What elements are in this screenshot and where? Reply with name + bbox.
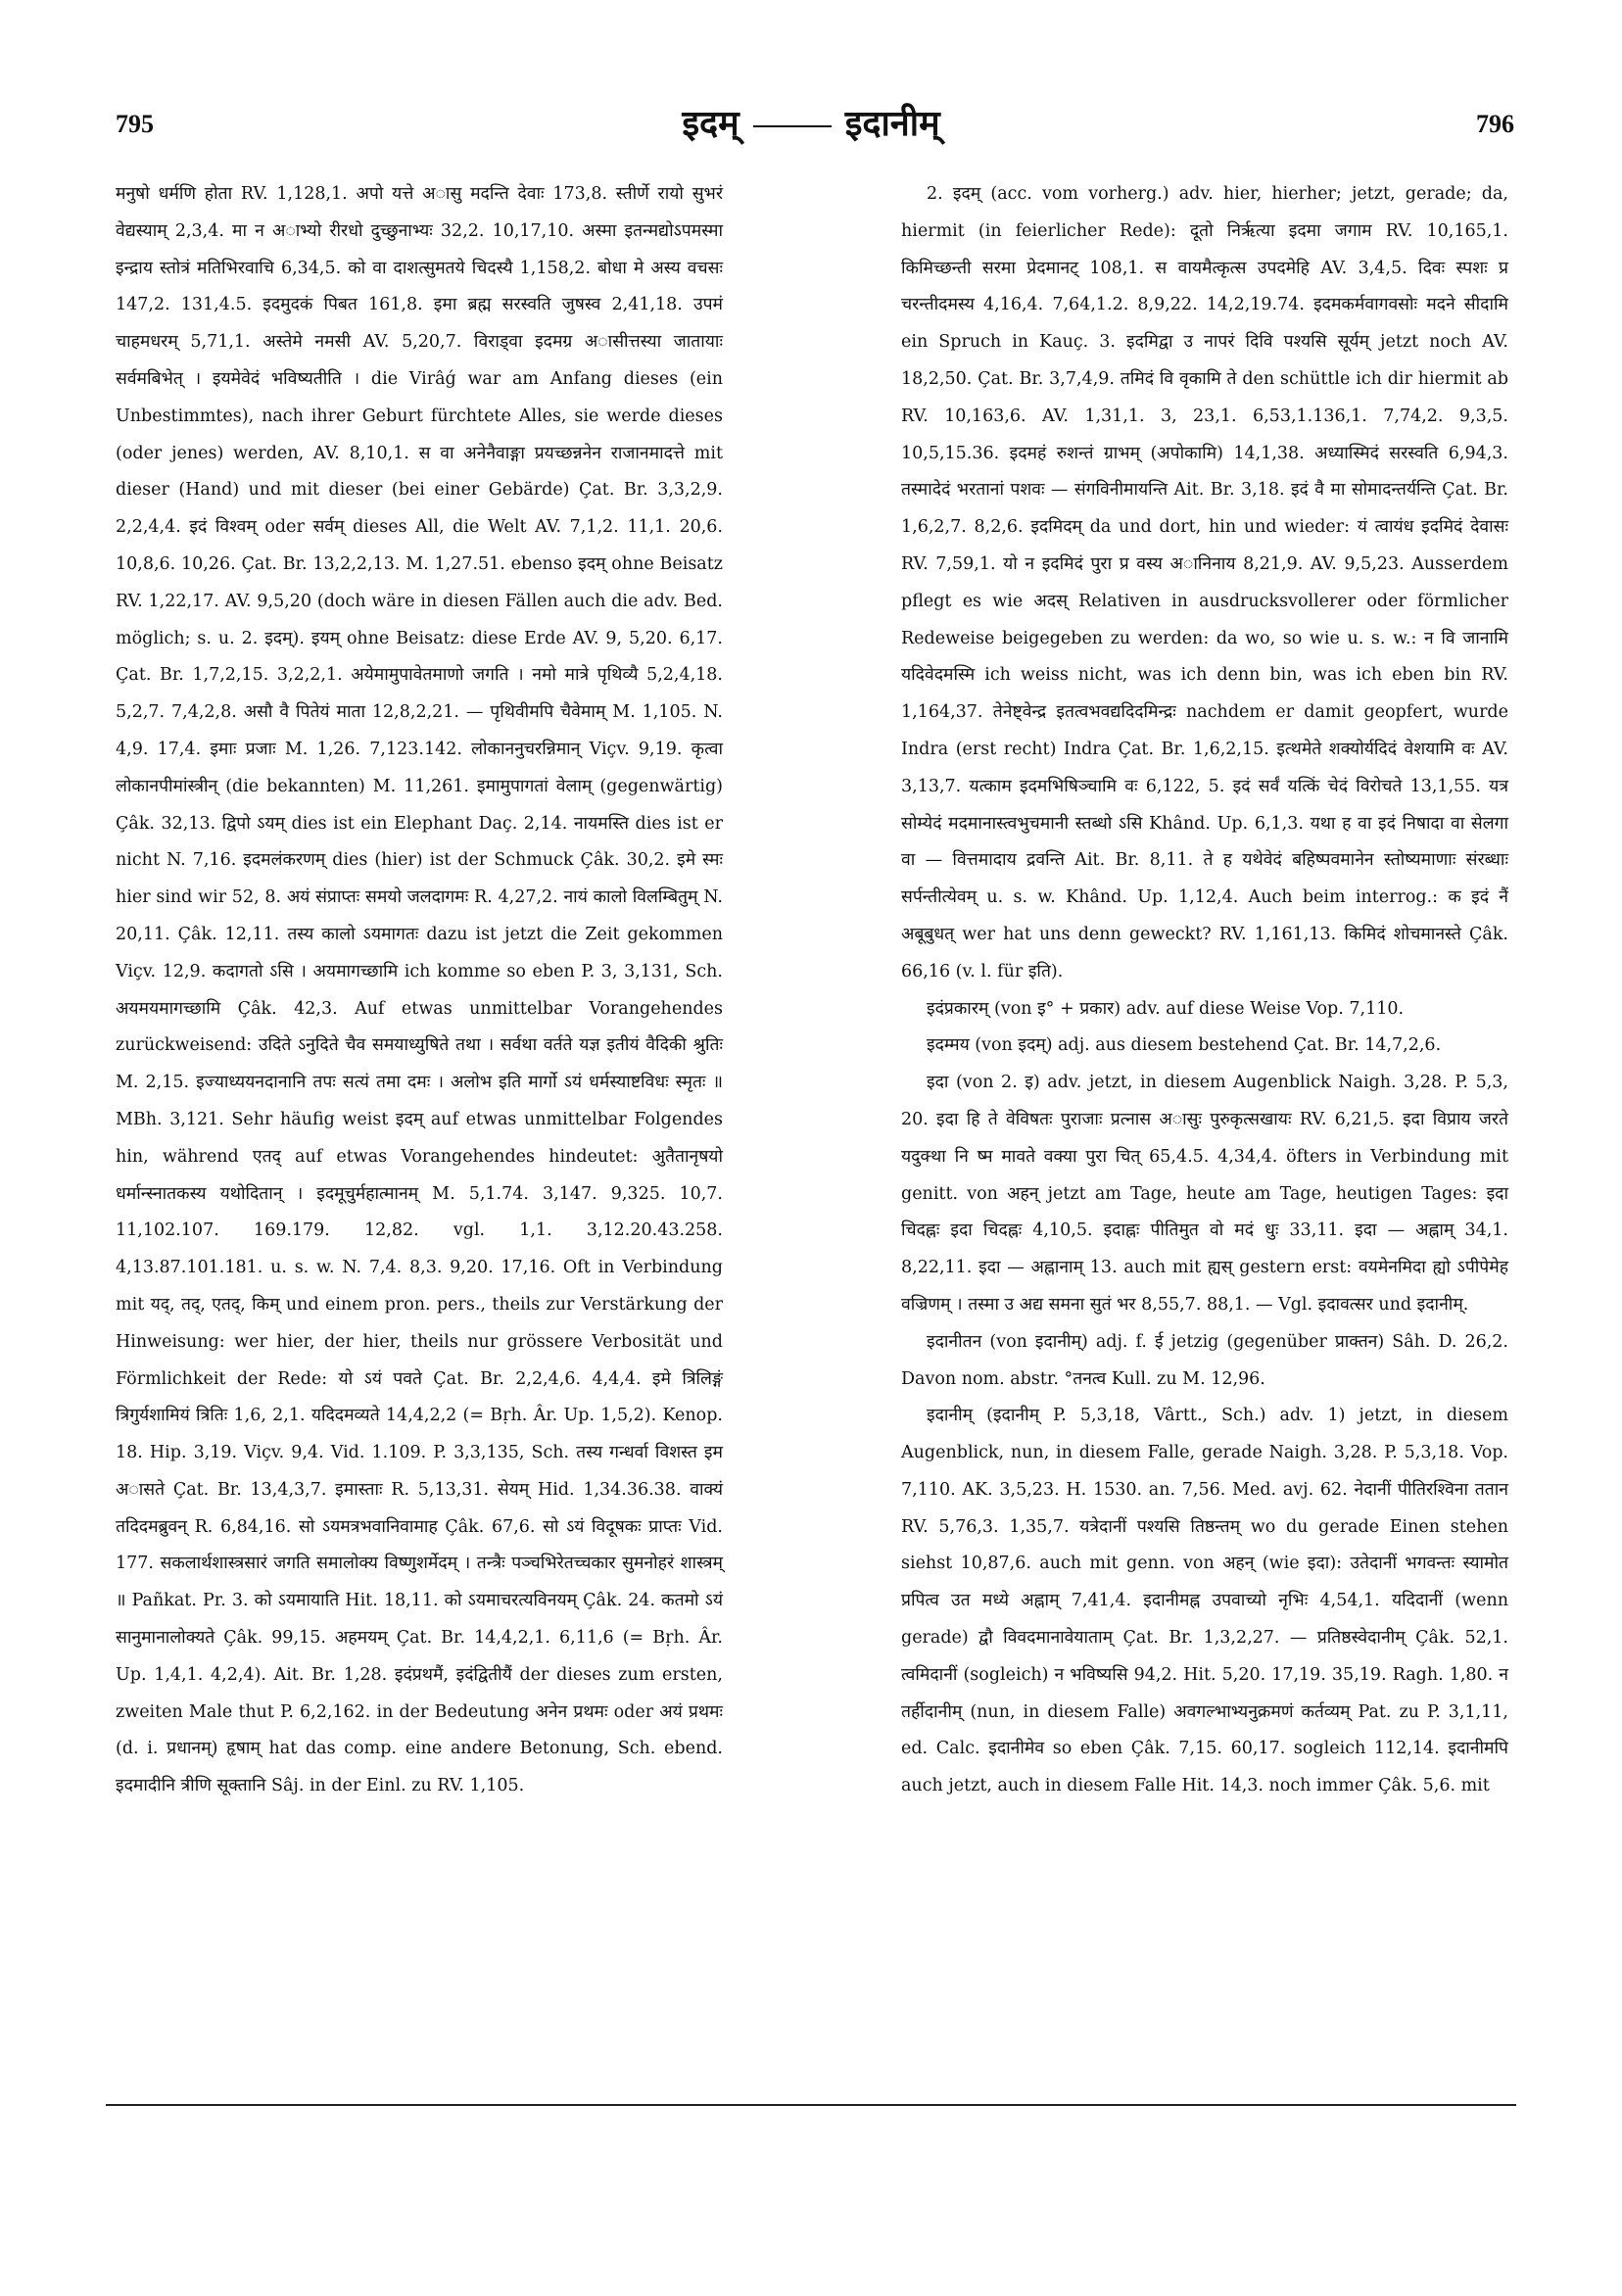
entry-idam-2: 2. इदम् (acc. vom vorherg.) adv. hier, hierher; jetzt, gerade; da, hiermit (in feierlicher Rede): दूतो निर्ऋत्या इदमा जगाम RV. 10,165,1. किमिच्छन्ती सरमा प्रेदमानट् 108,1. स वायमैत्कृत्स उपदमेहि AV. 3,4,5. दिवः स्पशः प्र चरन्तीदमस्य 4,16,4. 7,64,1.2. 8,9,22. 14,2,19.74. इदमकर्मवागवसोः मदने सीदामि ein Spruch in Kauç. 3. इदमिद्वा उ नापरं दिवि पश्यसि सूर्यम् jetzt noch AV. 18,2,50. Çat. Br. 3,7,4,9. तमिदं वि वृकामि ते den schüttle ich dir hiermit ab RV. 10,163,6. AV. 1,31,1. 3, 23,1. 6,53,1.136,1. 7,74,2. 9,3,5. 10,5,15.36. इदमहं रुशन्तं ग्राभम् (अपोकामि) 14,1,38. अध्यास्मिदं सरस्वति 6,94,3. तस्मादेदं भरतानां पशवः — संगविनीमायन्ति Ait. Br. 3,18. इदं वै मा सोमादन्तर्यन्ति Çat. Br. 1,6,2,7. 8,2,6. इदमिदम् da und dort, hin und wieder: यं त्वायंध इदमिदं देवासः RV. 7,59,1. यो न इदमिदं पुरा प्र वस्य अानिनाय 8,21,9. AV. 9,5,23. Ausserdem pflegt es wie अदस् Relativen in ausdrucksvollerer oder förmlicher Redeweise beigegeben zu werden: da wo, so wie u. s. w.: न वि जानामि यदिवेदमस्मि ich weiss nicht, was ich denn bin, was ich eben bin RV. 1,164,37. तेनेष्ट्वेन्द्र इतत्वभवद्यदिदमिन्द्रः nachdem er damit geopfert, wurde Indra (erst recht) Indra Çat. Br. 1,6,2,15. इत्थमेते शक्योर्यदिदं वेशयामि वः AV. 3,13,7. यत्काम इदमभिषिञ्चामि वः 6,122, 5. इदं सर्वं यत्किं चेदं विरोचते 13,1,55. यत्र सोम्येदं मदमानास्त्वभुचमानी स्तब्धो ऽसि Khând. Up. 6,1,3. यथा ह वा इदं निषादा वा सेलगा वा — वित्तमादाय द्रवन्ति Ait. Br. 8,11. ते ह यथेवेदं बहिष्पवमानेन स्तोष्यमाणाः संरब्धाः सर्पन्तीत्येवम् u. s. w. Khând. Up. 1,12,4. Auch beim interrog.: क इदं नैं अबूबुधत् wer hat uns denn geweckt? RV. 1,161,13. किमिदं शोचमानस्ते Çâk. 66,16 (v. l. für इति). <box>901 184 1508 981</box>
entry-idanitana: इदानीतन (von इदानीम्) adj. f. ई jetzig (gegenüber प्राक्तन) Sâh. D. 26,2. Davon nom. abstr. °तनत्व Kull. zu M. 12,96. <box>901 1331 1508 1389</box>
entry-paragraph: मनुषो धर्मणि होता RV. 1,128,1. अपो यत्ते अासु मदन्ति देवाः 173,8. स्तीर्णे रायो सुभरं वेद्यस्याम् 2,3,4. मा न अाभ्यो रीरधो दुच्छुनाभ्यः 32,2. 10,17,10. अस्मा इतन्मद्योऽपमस्मा इन्द्राय स्तोत्रं मतिभिरवाचि 6,34,5. को वा दाशत्सुमतये चिदस्यै 1,158,2. बोधा मे अस्य वचसः 147,2. 131,4.5. इदमुदकं पिबत 161,8. इमा ब्रह्म सरस्वति जुषस्व 2,41,18. उपमं चाहमधरम् 5,71,1. अस्तेमे नमसी AV. 5,20,7. विराड्वा इदमग्र अासीत्तस्या जातायाः सर्वमबिभेत् । इयमेवेदं भविष्यतीति । die Virâǵ war am Anfang dieses (ein Unbestimmtes), nach ihrer Geburt fürchtete Alles, sie werde dieses (oder jenes) werden, AV. 8,10,1. स वा अनेनैवाङ्गा प्रयच्छन्ननेन राजानमादत्ते mit dieser (Hand) und mit dieser (bei einer Gebärde) Çat. Br. 3,3,2,9. 2,2,4,4. इदं विश्वम् oder सर्वम् dieses All, die Welt AV. 7,1,2. 11,1. 20,6. 10,8,6. 10,26. Çat. Br. 13,2,2,13. M. 1,27.51. ebenso इदम् ohne Beisatz RV. 1,22,17. AV. 9,5,20 (doch wäre in diesen Fällen auch die adv. Bed. möglich; s. u. 2. इदम्). इयम् ohne Beisatz: diese Erde AV. 9, 5,20. 6,17. Çat. Br. 1,7,2,15. 3,2,2,1. अयेमामुपावेतमाणो जगति । नमो मात्रे पृथिव्यै 5,2,4,18. 5,2,7. 7,4,2,8. असौ वै पितेयं माता 12,8,2,21. — पृथिवीमपि चैवेमाम् M. 1,105. N. 4,9. 17,4. इमाः प्रजाः M. 1,26. 7,123.142. लोकाननुचरन्निमान् Viçv. 9,19. कृत्वा लोकानपीमांस्त्रीन् (die bekannten) M. 11,261. इमामुपागतां वेलाम् (gegenwärtig) Çâk. 32,13. द्विपो ऽयम् dies ist ein Elephant Daç. 2,14. नायमस्ति dies ist er nicht N. 7,16. इदमलंकरणम् dies (hier) ist der Schmuck Çâk. 30,2. इमे स्मः hier sind wir 52, 8. अयं संप्राप्तः समयो जलदागमः R. 4,27,2. नायं कालो विलम्बितुम् N. 20,11. Çâk. 12,11. तस्य कालो ऽयमागतः dazu ist jetzt die Zeit gekommen Viçv. 12,9. कदागतो ऽसि । अयमागच्छामि ich komme so eben P. 3, 3,131, Sch. अयमयमागच्छामि Çâk. 42,3. Auf etwas unmittelbar Vorangehendes zurückweisend: उदिते ऽनुदिते चैव समयाध्युषिते तथा । सर्वथा वर्तते यज्ञ इतीयं वैदिकी श्रुतिः M. 2,15. इज्याध्ययनदानानि तपः सत्यं तमा दमः । अलोभ इति मार्गो ऽयं धर्मस्याष्टविधः स्मृतः ॥ MBh. 3,121. Sehr häufig weist इदम् auf etwas unmittelbar Folgendes hin, während एतद् auf etwas Vorangehendes hindeutet: अुतैतानृषयो धर्मान्स्नातकस्य यथोदितान् । इदमूचुर्महात्मानम् M. 5,1.74. 3,147. 9,325. 10,7. 11,102.107. 169.179. 12,82. vgl. 1,1. 3,12.20.43.258. 4,13.87.101.181. u. s. w. N. 7,4. 8,3. 9,20. 17,16. Oft in Verbindung mit यद्, तद्, एतद्, किम् und einem pron. pers., theils zur Verstärkung der Hinweisung: wer hier, der hier, theils nur grössere Verbosität und Förmlichkeit der Rede: यो ऽयं पवते Çat. Br. 2,2,4,6. 4,4,4. इमे त्रिलिङ्गं त्रिगुर्यशामियं त्रितिः 1,6, 2,1. यदिदमव्यते 14,4,2,2 (= Bṛh. Âr. Up. 1,5,2). Kenop. 18. Hip. 3,19. Viçv. 9,4. Vid. 1.109. P. 3,3,135, Sch. तस्य गन्धर्वा विशस्त इम अासते Çat. Br. 13,4,3,7. इमास्ताः R. 5,13,31. सेयम् Hid. 1,34.36.38. वाक्यं तदिदमब्रुवन् R. 6,84,16. सो ऽयमत्रभवानिवामाह Çâk. 67,6. सो ऽयं विदूषकः प्राप्तः Vid. 177. सकलार्थशास्त्रसारं जगति समालोक्य विष्णुशर्मेदम् । तन्त्रैः पञ्चभिरेतच्चकार सुमनोहरं शास्त्रम् ॥ Pañkat. Pr. 3. को ऽयमायाति Hit. 18,11. को ऽयमाचरत्यविनयम् Çâk. 24. कतमो ऽयं सानुमानालोक्यते Çâk. 99,15. अहमयम् Çat. Br. 14,4,2,1. 6,11,6 (= Bṛh. Âr. Up. 1,4,1. 4,2,4). Ait. Br. 1,28. इदंप्रथमैं, इदंद्वितीयैं der dieses zum ersten, zweiten Male thut P. 6,2,162. in der Bedeutung अनेन प्रथमः oder अयं प्रथमः (d. i. प्रधानम्) हृषाम् hat das comp. eine andere Betonung, Sch. ebend. इदमादीनि त्रीणि सूक्तानि Sâj. in der Einl. zu RV. 1,105. <box>116 184 723 1796</box>
right-column <box>901 176 1508 1805</box>
entry-idanim: इदानीम् (इदानीम् P. 5,3,18, Vârtt., Sch.) adv. 1) jetzt, in diesem Augenblick, nun, in diesem Falle, gerade Naigh. 3,28. P. 5,3,18. Vop. 7,110. AK. 3,5,23. H. 1530. an. 7,56. Med. avj. 62. नेदानीं पीतिरश्विना ततान RV. 5,76,3. 1,35,7. यत्रेदानीं पश्यसि तिष्ठन्तम् wo du gerade Einen stehen siehst 10,87,6. auch mit genn. von अहन् (wie इदा): उतेदानीं भगवन्तः स्यामोत प्रपित्व उत मध्ये अह्नाम् 7,41,4. इदानीमह्न उपवाच्यो नृभिः 4,54,1. यदिदानीं (wenn gerade) द्वौ विवदमानावेयाताम् Çat. Br. 1,3,2,27. — प्रतिष्ठस्वेदानीम् Çâk. 52,1. त्वमिदानीं (sogleich) न भविष्यसि 94,2. Hit. 5,20. 17,19. 35,19. Ragh. 1,80. न तर्हीदानीम् (nun, in diesem Falle) अवगल्भाभ्यनुक्रमणं कर्तव्यम् Pat. zu P. 3,1,11, ed. Calc. इदानीमेव so eben Çâk. 7,15. 60,17. sogleich 112,14. इदानीमपि auch jetzt, auch in diesem Falle Hit. 14,3. noch immer Çâk. 5,6. mit <box>901 1406 1508 1796</box>
left-column <box>116 176 723 1805</box>
headword-right: इदानीम् <box>844 103 940 144</box>
headword-left: इदम् <box>682 103 739 144</box>
entry-idammaya: इदम्मय (von इदम्) adj. aus diesem bestehend Çat. Br. 14,7,2,6. <box>927 1035 1442 1056</box>
entry-idamprakaram: इदंप्रकारम् (von इ° + प्रकार) adv. auf diese Weise Vop. 7,110. <box>927 998 1405 1019</box>
head-dash <box>753 125 832 127</box>
entry-ida: इदा (von 2. इ) adv. jetzt, in diesem Augenblick Naigh. 3,28. P. 5,3, 20. इदा हि ते वेविषतः पुराजाः प्रत्नास अासुः पुरुकृत्सखायः RV. 6,21,5. इदा विप्राय जरते यदुक्था नि ष्म मावते वक्या पुरा चित् 65,4.5. 4,34,4. öfters in Verbindung mit genitt. von अहन् jetzt am Tage, heute am Tage, heutigen Tages: इदा चिदह्नः इदा चिदह्नः 4,10,5. इदाह्नः पीतिमुत वो मदं धुः 33,11. इदा — अह्नाम् 34,1. 8,22,11. इदा — अह्नानाम् 13. auch mit ह्यस् gestern erst: वयमेनमिदा ह्यो ऽपीपेमेह वज्रिणम् । तस्मा उ अद्य समना सुतं भर 8,55,7. 88,1. — Vgl. इदावत्सर und इदानीम्. <box>901 1073 1508 1315</box>
running-head <box>0 98 1622 146</box>
page-number-right: 796 <box>1476 110 1514 138</box>
bottom-rule <box>106 2104 1516 2106</box>
page-number-left: 795 <box>116 110 154 138</box>
